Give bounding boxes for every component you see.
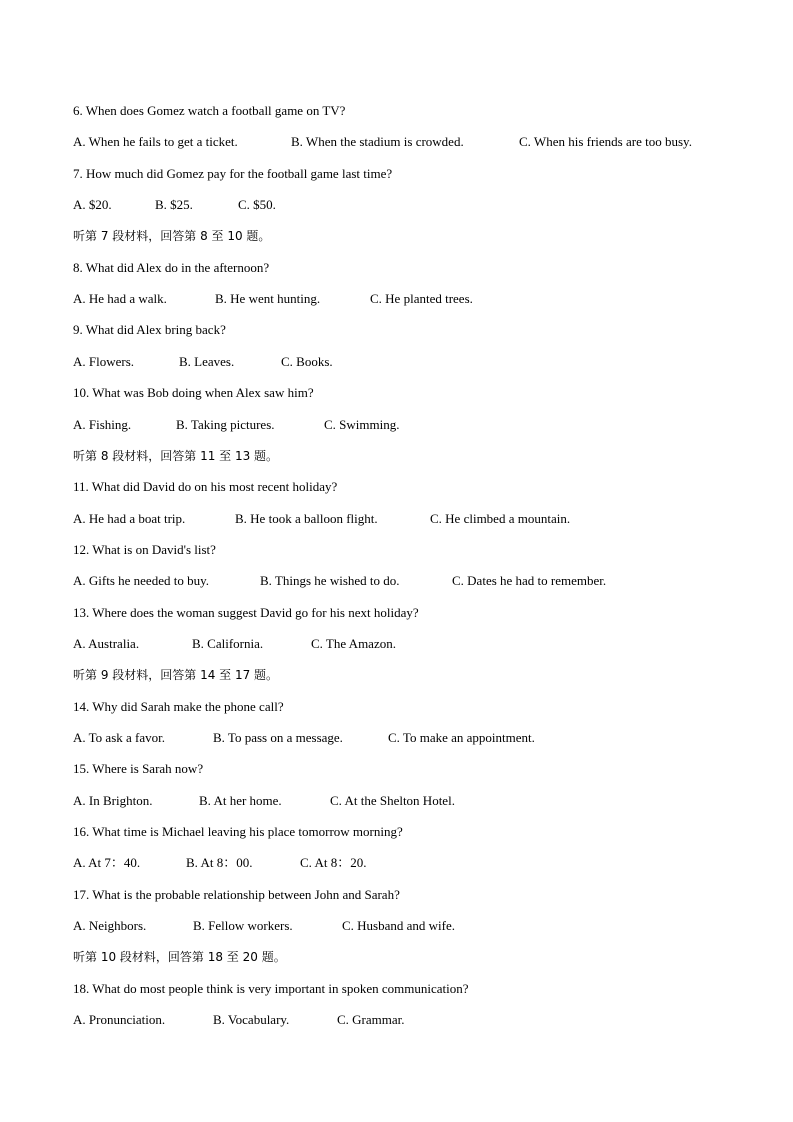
question-stem: 14. Why did Sarah make the phone call? bbox=[73, 698, 284, 714]
section-instruction: 听第 8 段材料，回答第 11 至 13 题。 bbox=[73, 448, 279, 463]
answer-option-c: C. At the Shelton Hotel. bbox=[330, 792, 455, 808]
section-instruction: 听第 7 段材料，回答第 8 至 10 题。 bbox=[73, 229, 271, 244]
answer-option-b: B. California. bbox=[192, 635, 264, 651]
answer-option-c: C. Books. bbox=[281, 353, 333, 369]
answer-option-b: B. Vocabulary. bbox=[213, 1012, 290, 1028]
answer-option-c: C. Dates he had to remember. bbox=[452, 573, 607, 589]
question-stem: 13. Where does the woman suggest David go for his next holiday? bbox=[73, 604, 419, 620]
question-stem: 12. What is on David's list? bbox=[73, 541, 216, 557]
answer-option-c: C. Swimming. bbox=[324, 416, 400, 432]
answer-option-b: B. He went hunting. bbox=[215, 291, 321, 307]
answer-option-c: C. To make an appointment. bbox=[388, 730, 535, 745]
answer-option-c: C. He planted trees. bbox=[370, 291, 473, 307]
answer-option-c: C. The Amazon. bbox=[311, 635, 396, 651]
question-stem: 7. How much did Gomez pay for the football game last time? bbox=[73, 165, 393, 181]
answer-option-c: C. $50. bbox=[238, 197, 276, 213]
answer-option-a: A. He had a walk. bbox=[73, 291, 167, 307]
answer-option-a: A. Pronunciation. bbox=[73, 1012, 166, 1028]
question-stem: 11. What did David do on his most recent holiday? bbox=[73, 479, 338, 495]
question-stem: 17. What is the probable relationship between John and Sarah? bbox=[73, 886, 400, 902]
answer-option-a: A. Fishing. bbox=[73, 416, 132, 432]
answer-option-c: C. When his friends are too busy. bbox=[519, 134, 692, 150]
answer-option-b: B. He took a balloon flight. bbox=[235, 510, 378, 526]
answer-option-a: A. Gifts he needed to buy. bbox=[73, 573, 209, 589]
question-stem: 16. What time is Michael leaving his place tomorrow morning? bbox=[73, 824, 403, 840]
section-instruction: 听第 10 段材料，回答第 18 至 20 题。 bbox=[73, 950, 286, 965]
answer-option-c: C. He climbed a mountain. bbox=[430, 510, 571, 526]
answer-option-b: B. Fellow workers. bbox=[193, 918, 293, 934]
question-stem: 8. What did Alex do in the afternoon? bbox=[73, 259, 270, 275]
answer-option-a: A. When he fails to get a ticket. bbox=[73, 134, 238, 150]
section-instruction: 听第 9 段材料，回答第 14 至 17 题。 bbox=[73, 668, 279, 683]
answer-option-b: B. At her home. bbox=[199, 792, 282, 808]
question-stem: 18. What do most people think is very important in spoken communication? bbox=[73, 980, 469, 996]
answer-option-a: A. Flowers. bbox=[73, 353, 135, 369]
answer-option-b: B. When the stadium is crowded. bbox=[291, 134, 464, 150]
answer-option-a: A. $20. bbox=[73, 197, 112, 213]
answer-option-a: A. In Brighton. bbox=[73, 792, 153, 808]
answer-option-a: A. Australia. bbox=[73, 635, 140, 651]
answer-option-a: A. Neighbors. bbox=[73, 918, 147, 934]
answer-option-b: B. To pass on a message. bbox=[213, 730, 343, 745]
answer-option-c: C. Husband and wife. bbox=[342, 918, 456, 934]
answer-option-c: C. Grammar. bbox=[337, 1012, 405, 1028]
answer-option-b: B. Taking pictures. bbox=[176, 416, 275, 432]
answer-option-b: B. Things he wished to do. bbox=[260, 573, 400, 589]
question-stem: 6. When does Gomez watch a football game on TV? bbox=[73, 103, 346, 118]
question-stem: 10. What was Bob doing when Alex saw him? bbox=[73, 385, 314, 401]
question-stem: 15. Where is Sarah now? bbox=[73, 761, 204, 777]
question-stem: 9. What did Alex bring back? bbox=[73, 322, 226, 338]
answer-option-b: B. $25. bbox=[155, 197, 193, 213]
answer-option-a: A. He had a boat trip. bbox=[73, 510, 186, 526]
answer-option-a: A. To ask a favor. bbox=[73, 730, 165, 745]
answer-option-b: B. At 8：00. bbox=[186, 855, 253, 871]
answer-option-a: A. At 7：40. bbox=[73, 855, 141, 871]
answer-option-b: B. Leaves. bbox=[179, 353, 235, 369]
answer-option-c: C. At 8：20. bbox=[300, 855, 367, 871]
